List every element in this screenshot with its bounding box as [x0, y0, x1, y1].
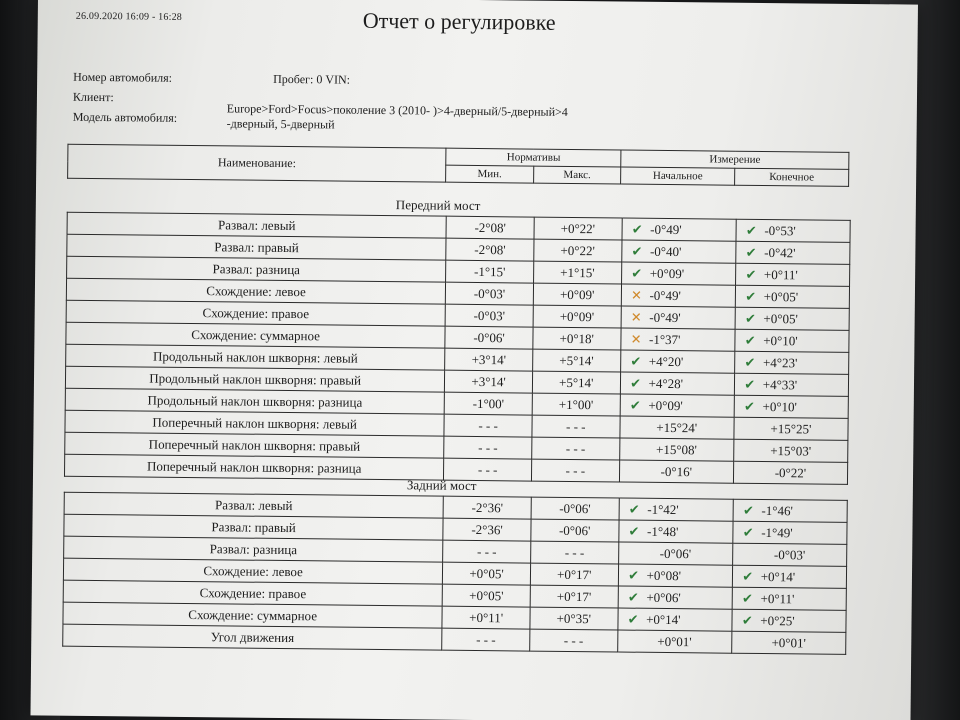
rear-axle-table — [62, 492, 848, 655]
measure-value: -0°42' — [764, 244, 796, 260]
check-icon: ✔ — [742, 569, 754, 585]
row-min: -0°03' — [445, 304, 533, 327]
check-icon: ✔ — [628, 524, 640, 540]
row-min: -2°08' — [446, 216, 534, 239]
row-initial — [620, 416, 734, 439]
check-icon: ✔ — [744, 333, 756, 349]
row-name: Поперечный наклон шкворня: правый — [65, 432, 444, 458]
check-icon: ✔ — [631, 244, 643, 260]
check-icon: ✔ — [744, 311, 757, 327]
row-name: Развал: разница — [64, 536, 443, 562]
row-max: +5°14' — [532, 371, 620, 394]
check-icon: ✔ — [745, 289, 757, 305]
measure-value: -1°49' — [761, 524, 793, 540]
row-initial — [621, 240, 735, 263]
row-final — [735, 285, 849, 308]
row-name: Продольный наклон шкворня: правый — [65, 366, 444, 392]
measure-value: +0°14' — [646, 611, 681, 627]
row-min: -1°00' — [444, 392, 532, 415]
row-min: +3°14' — [445, 348, 533, 371]
report-paper — [30, 0, 917, 720]
row-max: - - - — [530, 629, 618, 652]
measure-value: +0°06' — [646, 589, 681, 605]
check-icon: ✔ — [745, 267, 757, 283]
measure-value: +0°25' — [760, 612, 795, 628]
row-final — [736, 241, 850, 264]
check-icon: ✔ — [745, 245, 757, 261]
check-icon: ✔ — [742, 503, 754, 519]
row-initial — [622, 218, 736, 241]
measure-value: +0°01' — [657, 633, 692, 649]
row-max: +5°14' — [533, 349, 621, 372]
row-name: Схождение: правое — [66, 300, 445, 326]
cross-icon: ✕ — [630, 288, 643, 304]
measure-value: -0°22' — [774, 464, 807, 480]
row-max: +0°22' — [534, 217, 622, 240]
measure-value: +4°20' — [648, 353, 684, 369]
header-initial: Начальное — [621, 167, 735, 185]
check-icon: ✔ — [742, 591, 754, 607]
check-icon: ✔ — [631, 222, 643, 238]
row-min: +0°05' — [442, 584, 530, 607]
report-title: Отчет о регулировке — [362, 7, 556, 35]
measure-value: +4°28' — [648, 375, 684, 391]
row-min: -0°03' — [446, 282, 534, 305]
row-final — [732, 587, 846, 610]
measure-value: +0°10' — [763, 332, 798, 348]
measure-value: +0°08' — [646, 567, 682, 583]
model-value-line2: -дверный, 5-дверный — [226, 116, 335, 132]
row-min: - - - — [444, 414, 532, 437]
check-icon: ✔ — [629, 398, 641, 414]
check-icon: ✔ — [630, 354, 642, 370]
row-name: Схождение: правое — [63, 580, 442, 606]
measure-value: +0°14' — [760, 568, 796, 584]
measure-value: +4°33' — [762, 376, 798, 392]
row-name: Поперечный наклон шкворня: разница — [64, 454, 443, 480]
row-name: Схождение: суммарное — [66, 322, 445, 348]
measure-value: -0°40' — [649, 243, 682, 259]
model-value-line1: Europe>Ford>Focus>поколение 3 (2010- )>4-дверный/5-дверный>4 — [226, 101, 568, 119]
check-icon: ✔ — [744, 355, 756, 371]
measure-value: -0°06' — [659, 545, 692, 561]
check-icon: ✔ — [744, 377, 756, 393]
row-min: +0°05' — [443, 562, 531, 585]
row-max: - - - — [531, 459, 619, 482]
header-norms: Нормативы — [446, 148, 621, 167]
row-name: Развал: левый — [67, 212, 446, 238]
row-min: - - - — [444, 458, 532, 481]
row-min: -0°06' — [445, 326, 533, 349]
row-min: -2°36' — [443, 496, 531, 519]
measure-value: +0°11' — [763, 266, 798, 282]
row-name: Развал: правый — [67, 234, 446, 260]
measure-value: -1°37' — [648, 331, 681, 347]
row-final — [733, 499, 847, 522]
row-max: -0°06' — [531, 519, 619, 542]
row-max: +0°22' — [534, 239, 622, 262]
report-datetime: 26.09.2020 16:09 - 16:28 — [75, 10, 183, 23]
measure-value: +0°10' — [762, 398, 798, 414]
row-max: +0°17' — [530, 585, 618, 608]
check-icon: ✔ — [627, 590, 639, 606]
measure-value: +15°03' — [770, 442, 812, 459]
row-initial — [620, 372, 734, 395]
row-max: -0°06' — [531, 497, 619, 520]
row-final — [733, 439, 847, 462]
cross-icon: ✕ — [630, 332, 642, 348]
row-name: Схождение: суммарное — [63, 602, 442, 628]
check-icon: ✔ — [744, 399, 756, 415]
row-initial — [621, 284, 735, 307]
row-final — [732, 609, 846, 632]
check-icon: ✔ — [630, 376, 642, 392]
row-min: -2°36' — [443, 518, 531, 541]
row-initial — [621, 306, 735, 329]
row-max: - - - — [531, 541, 619, 564]
row-initial — [620, 328, 734, 351]
mileage-vin-label: Пробег: 0 VIN: — [273, 71, 351, 87]
row-min: - - - — [443, 540, 531, 563]
row-min: -2°08' — [446, 238, 534, 261]
row-initial — [619, 438, 733, 461]
row-name: Поперечный наклон шкворня: левый — [65, 410, 444, 436]
row-max: +1°15' — [533, 261, 621, 284]
measure-value: +0°09' — [649, 265, 685, 281]
model-value — [227, 101, 647, 135]
measure-value: +0°01' — [771, 634, 806, 650]
row-final — [736, 219, 850, 242]
header-name: Наименование: — [68, 144, 447, 182]
header-measure: Измерение — [621, 150, 849, 169]
check-icon: ✔ — [742, 525, 754, 541]
row-min: - - - — [442, 628, 530, 651]
cross-icon: ✕ — [630, 310, 642, 326]
row-name: Схождение: левое — [66, 278, 445, 304]
row-max: +0°09' — [533, 283, 621, 306]
measure-value: +0°05' — [763, 288, 799, 304]
section-title-front: Передний мост — [395, 197, 481, 214]
row-name: Продольный наклон шкворня: левый — [66, 344, 445, 370]
section-title-rear: Задний мост — [406, 477, 477, 494]
row-initial — [618, 542, 732, 565]
measure-value: +0°05' — [763, 310, 798, 326]
row-final — [735, 329, 849, 352]
row-initial — [620, 394, 734, 417]
row-initial — [618, 586, 732, 609]
row-final — [732, 543, 846, 566]
header-max: Макс. — [533, 166, 621, 184]
measure-value: +0°09' — [648, 397, 683, 413]
row-max: +1°00' — [532, 393, 620, 416]
measure-value: -1°48' — [646, 523, 679, 539]
row-max: - - - — [532, 437, 620, 460]
check-icon: ✔ — [628, 568, 640, 584]
row-name: Развал: разница — [67, 256, 446, 282]
row-final — [733, 461, 847, 484]
row-final — [735, 307, 849, 330]
front-axle-table — [64, 212, 851, 485]
table-header — [67, 144, 849, 187]
row-initial — [618, 608, 732, 631]
row-max: +0°35' — [530, 607, 618, 630]
measure-value: -0°53' — [764, 222, 796, 238]
measure-value: +4°23' — [762, 354, 798, 370]
row-initial — [619, 498, 733, 521]
row-min: +0°11' — [442, 606, 530, 629]
row-min: - - - — [444, 436, 532, 459]
check-icon: ✔ — [745, 223, 757, 239]
check-icon: ✔ — [741, 613, 753, 629]
row-final — [734, 395, 848, 418]
row-final — [734, 417, 848, 440]
row-name: Угол движения — [63, 624, 442, 650]
row-min: +3°14' — [445, 370, 533, 393]
measure-value: -1°46' — [761, 502, 793, 518]
measure-value: -0°16' — [660, 463, 693, 479]
row-min: -1°15' — [446, 260, 534, 283]
check-icon: ✔ — [628, 502, 640, 518]
row-final — [734, 373, 848, 396]
row-initial — [620, 350, 734, 373]
row-final — [735, 263, 849, 286]
car-number-label: Номер автомобиля: — [73, 69, 173, 85]
row-max: - - - — [532, 415, 620, 438]
row-max: +0°18' — [533, 327, 621, 350]
measure-value: -0°49' — [649, 287, 681, 303]
row-final — [731, 631, 845, 654]
measure-value: -0°03' — [773, 546, 806, 562]
check-icon: ✔ — [631, 266, 643, 282]
measure-value: -0°49' — [649, 309, 681, 325]
row-final — [732, 565, 846, 588]
model-label: Модель автомобиля: — [72, 109, 178, 125]
measure-value: -0°49' — [650, 221, 682, 237]
row-final — [734, 351, 848, 374]
client-label: Клиент: — [72, 89, 114, 105]
row-max: +0°09' — [533, 305, 621, 328]
measure-value: -1°42' — [647, 501, 679, 517]
row-initial — [621, 262, 735, 285]
header-min: Мин. — [446, 165, 534, 183]
row-initial — [618, 520, 732, 543]
measure-value: +15°25' — [770, 420, 812, 437]
row-initial — [619, 460, 733, 483]
measure-value: +15°24' — [656, 419, 698, 435]
row-initial — [617, 630, 731, 653]
row-name: Развал: правый — [64, 514, 443, 540]
header-final: Конечное — [735, 168, 849, 186]
row-final — [733, 521, 847, 544]
row-name: Продольный наклон шкворня: разница — [65, 388, 444, 414]
measure-value: +0°11' — [760, 590, 795, 606]
row-name: Схождение: левое — [63, 558, 442, 584]
measure-value: +15°08' — [655, 441, 698, 457]
check-icon: ✔ — [627, 612, 639, 628]
row-name: Развал: левый — [64, 492, 443, 518]
row-initial — [618, 564, 732, 587]
row-max: +0°17' — [530, 563, 618, 586]
